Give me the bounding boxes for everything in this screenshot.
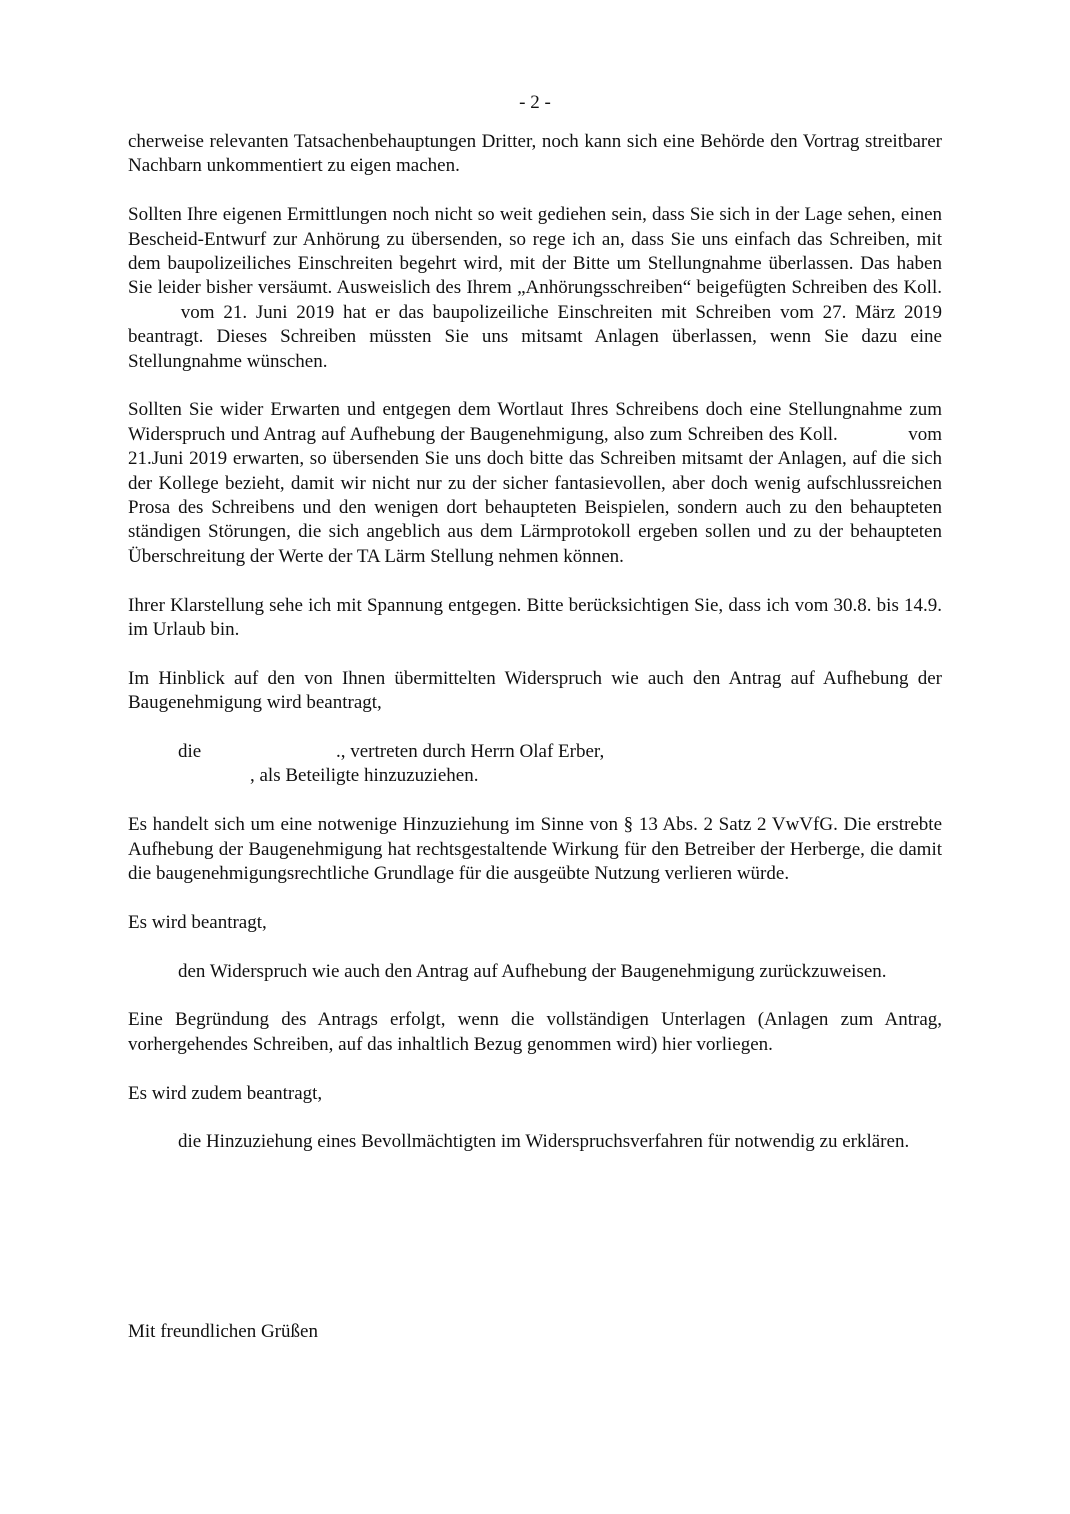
paragraph-1: cherweise relevanten Tatsachenbehauptungen Dritter, noch kann sich eine Behörde den Vortrag streitbarer Nachbarn unkommentiert zu eigen machen. [128, 131, 942, 177]
paragraph-5: Im Hinblick auf den von Ihnen übermittelten Widerspruch wie auch den Antrag auf Aufhebung der Baugenehmigung wird beantragt, [128, 667, 942, 714]
paragraph-3 [128, 398, 942, 569]
paragraph-3-text-b: vom 21.Juni 2019 erwarten, so übersenden Sie uns doch bitte das Schreiben mitsamt der Anlagen, auf die sich der Kollege bezieht, damit wir nicht nur zu der sicher fantasievollen, aber doch wenig aufschlussreichen Prosa des Schreibens und den wenigen dort behaupteten Beispielen, sondern auch zu den behaupteten ständigen Störungen, die sich angeblich aus dem Lärmprotokoll ergeben sollen und zu der behaupteten Überschreitung der Werte der TA Lärm Stellung nehmen können. [128, 423, 943, 567]
paragraph-7: Es handelt sich um eine notwenige Hinzuziehung im Sinne von § 13 Abs. 2 Satz 2 VwVfG. Die erstrebte Aufhebung der Baugenehmigung hat rechtsgestaltende Wirkung für den Betreiber der Herberge, die damit die baugenehmigungsrechtliche Grundlage für die ausgeübte Nutzung verlieren würde. [128, 814, 942, 885]
redacted-name [128, 303, 172, 321]
paragraph-6-text-b: ., vertreten durch Herrn Olaf Erber, [335, 741, 605, 763]
paragraph-11: Es wird zudem beantragt, [128, 1082, 323, 1104]
paragraph-3-text-a: Sollten Sie wider Erwarten und entgegen dem Wortlaut Ihres Schreibens doch eine Stellungnahme zum Widerspruch und Antrag auf Aufhebung der Baugenehmigung, also zum Schreiben des Koll. [128, 399, 942, 445]
paragraph-2 [128, 203, 942, 374]
paragraph-2-text-b: vom 21. Juni 2019 hat er das baupolizeiliche Einschreiten mit Schreiben vom 27. März 2019 beantragt. Dieses Schreiben müssten Sie uns mitsamt Anlagen überlassen, wenn Sie dazu eine Stellungnahme wünschen. [128, 301, 943, 372]
redacted-company [206, 742, 336, 760]
paragraph-4: Ihrer Klarstellung sehe ich mit Spannung entgegen. Bitte berücksichtigen Sie, dass ich vom 30.8. bis 14.9. im Urlaub bin. [128, 594, 942, 641]
paragraph-6-text-a: die [178, 741, 202, 763]
paragraph-6 [178, 740, 942, 789]
paragraph-8: Es wird beantragt, [128, 911, 267, 933]
paragraph-2-text-a: Sollten Ihre eigenen Ermittlungen noch nicht so weit gediehen sein, dass Sie sich in der Lage sehen, einen Bescheid-Entwurf zur Anhörung zu übersenden, so rege ich an, dass Sie uns einfach das Schreiben, mit dem baupolizeiliches Einschreiten begehrt wird, mit der Bitte um Stellungnahme überlassen. Das haben Sie leider bisher versäumt. Ausweislich des Ihrem „Anhörungsschreiben“ beigefügten Schreiben des Koll. [128, 204, 942, 299]
redacted-name [843, 425, 903, 443]
page-number: - 2 - [519, 92, 551, 113]
paragraph-10: Eine Begründung des Antrags erfolgt, wenn die vollständigen Unterlagen (Anlagen zum Antrag, vorhergehendes Schreiben, auf das inhaltlich Bezug genommen wird) hier vorliegen. [128, 1009, 942, 1055]
letter-body [128, 130, 942, 1155]
paragraph-12: die Hinzuziehung eines Bevollmächtigten im Widerspruchsverfahren für notwendig zu erklären. [178, 1131, 910, 1153]
redacted-address [178, 766, 250, 784]
paragraph-6-text-c: , als Beteiligte hinzuzuziehen. [250, 765, 479, 787]
closing-salutation: Mit freundlichen Grüßen [128, 1321, 318, 1342]
paragraph-9: den Widerspruch wie auch den Antrag auf Aufhebung der Baugenehmigung zurückzuweisen. [178, 960, 887, 982]
